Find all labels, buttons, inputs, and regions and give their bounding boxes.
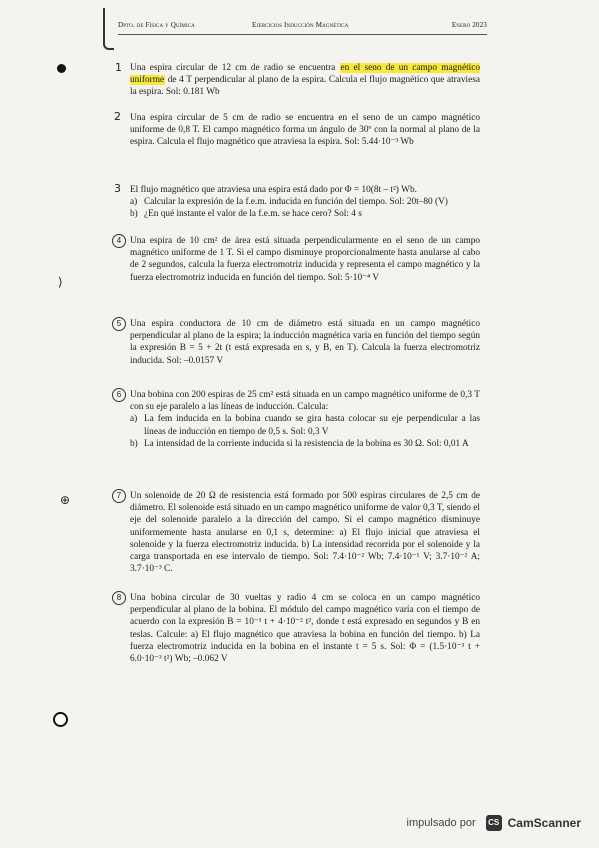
problem-1-highlight: en el seno de un campo magnético uniforme (130, 63, 481, 86)
binder-clip-mark (103, 8, 114, 50)
problem-3-text: El flujo magnético que atraviesa una espira está dado por Φ = 10(8t – t²) Wb. (130, 185, 417, 195)
header-department: Dpto. de Física y Química (118, 21, 195, 29)
problem-2 (130, 112, 480, 149)
problem-1 (130, 62, 480, 99)
problem-3-part-a: a) Calcular la expresión de la f.e.m. inducida en función del tiempo. Sol: 20t–80 (V) (130, 197, 448, 208)
problem-5-text: Una espira conductora de 10 cm de diámetro está situada en un campo magnético perpendicular al plano de la espira; la inducción magnética varía en función del tiempo según la expresión B = 5 + 2t (t está expresada en s, y B, en T). Calcula la fuerza electromotriz inducida. Sol: –0.0157 V (130, 319, 480, 366)
problem-6 (130, 389, 480, 450)
pen-mark-left-2: ⊕ (60, 493, 71, 507)
problem-6-text: Una bobina con 200 espiras de 25 cm² está situada en un campo magnético uniforme de 0,3 T con su eje paralelo a las líneas de inducción. Calcula: (130, 390, 480, 413)
problem-5-number-circle: 5 (112, 317, 126, 331)
problem-3-part-b: b) ¿En qué instante el valor de la f.e.m. se hace cero? Sol: 4 s (130, 209, 362, 220)
punch-hole-top (57, 64, 66, 73)
header-title: Ejercicios Inducción Magnética (252, 21, 349, 29)
problem-7-text: Un solenoide de 20 Ω de resistencia está formado por 500 espiras circulares de 2,5 cm de diámetro. El solenoide está situado en un campo magnético uniforme de valor 0,3 T, siendo el eje del solenoide paralelo a la dirección del campo. Si el campo magnético disminuye uniformemente hasta anularse en 0,1 s, determine: a) El flujo inicial que atraviesa el solenoide y la fuerza electromotriz inducida. b) La intensidad recorrida por el solenoide y la carga transportada en ese intervalo de tiempo. Sol: 7.4·10⁻² Wb; 7.4·10⁻¹ V; 3.7·10⁻² A; 3.7·10⁻³ C. (130, 491, 480, 575)
problem-1-text-start: Una espira circular de 12 cm de radio se encuentra (130, 63, 336, 73)
page-header (118, 20, 487, 35)
camscanner-logo-icon: CS (486, 815, 502, 831)
problem-8-number-circle: 8 (112, 591, 126, 605)
punch-hole-bottom (53, 712, 68, 727)
problem-2-number-mark: 2 (114, 110, 121, 123)
problem-8 (130, 592, 480, 665)
header-date: Enero 2023 (451, 21, 487, 29)
problem-2-text: Una espira circular de 5 cm de radio se encuentra en el seno de un campo magnético uniforme de 0,8 T. El campo magnético forma un ángulo de 30º con la normal al plano de la espira. Calcula el flujo magnético que atraviesa la espira. Sol: 5.44·10⁻³ Wb (130, 113, 480, 148)
problem-7 (130, 490, 480, 575)
problem-1-number-mark: 1 (115, 61, 122, 74)
problem-3 (130, 184, 480, 221)
problem-7-number-circle: 7 (112, 489, 126, 503)
problem-5 (130, 318, 480, 367)
problem-4-number-circle: 4 (112, 234, 126, 248)
problem-4-text: Una espira de 10 cm² de área está situada perpendicularmente en el seno de un campo magnético uniforme de 1 T. Si el campo disminuye proporcionalmente hasta anularse al cabo de 2 segundos, calcula la fuerza electromotriz inducida y representa el campo magnético y la fuerza electromotriz inducida en función del tiempo. Sol: 5·10⁻⁴ V (130, 236, 480, 283)
watermark-prefix: impulsado por (406, 817, 476, 829)
camscanner-watermark (407, 812, 581, 834)
problem-1-text-end: de 4 T perpendicular al plano de la espira. Calcula el flujo magnético que atraviesa la espira. Sol: 0.181 Wb (130, 75, 480, 98)
problem-6-part-b: b) La intensidad de la corriente inducida si la resistencia de la bobina es 30 Ω. Sol: 0,01 A (130, 438, 469, 449)
pen-mark-left-1: ⟩ (58, 275, 63, 289)
problem-6-number-circle: 6 (112, 388, 126, 402)
watermark-brand: CamScanner (507, 816, 581, 830)
problem-3-number-mark: 3 (114, 182, 121, 195)
problem-4 (130, 235, 480, 284)
problem-6-part-a: a) La fem inducida en la bobina cuando se gira hasta colocar su eje perpendicular a las líneas de inducción en tiempo de 0,5 s. Sol: 0,3 V (130, 414, 480, 437)
problem-8-text: Una bobina circular de 30 vueltas y radio 4 cm se coloca en un campo magnético perpendicular al plano de la bobina. El módulo del campo magnético varía con el tiempo de acuerdo con la expresión B = 10⁻¹ t + 4·10⁻² t², donde t está expresado en segundos y B en teslas. Calcule: a) El flujo magnético que atraviesa la bobina en función del tiempo. b) La fuerza electromotriz inducida en la bobina en el instante t = 5 s. Sol: Φ = (1.5·10⁻³ t + 6.0·10⁻³ t²) Wb; –0.062 V (130, 593, 480, 665)
